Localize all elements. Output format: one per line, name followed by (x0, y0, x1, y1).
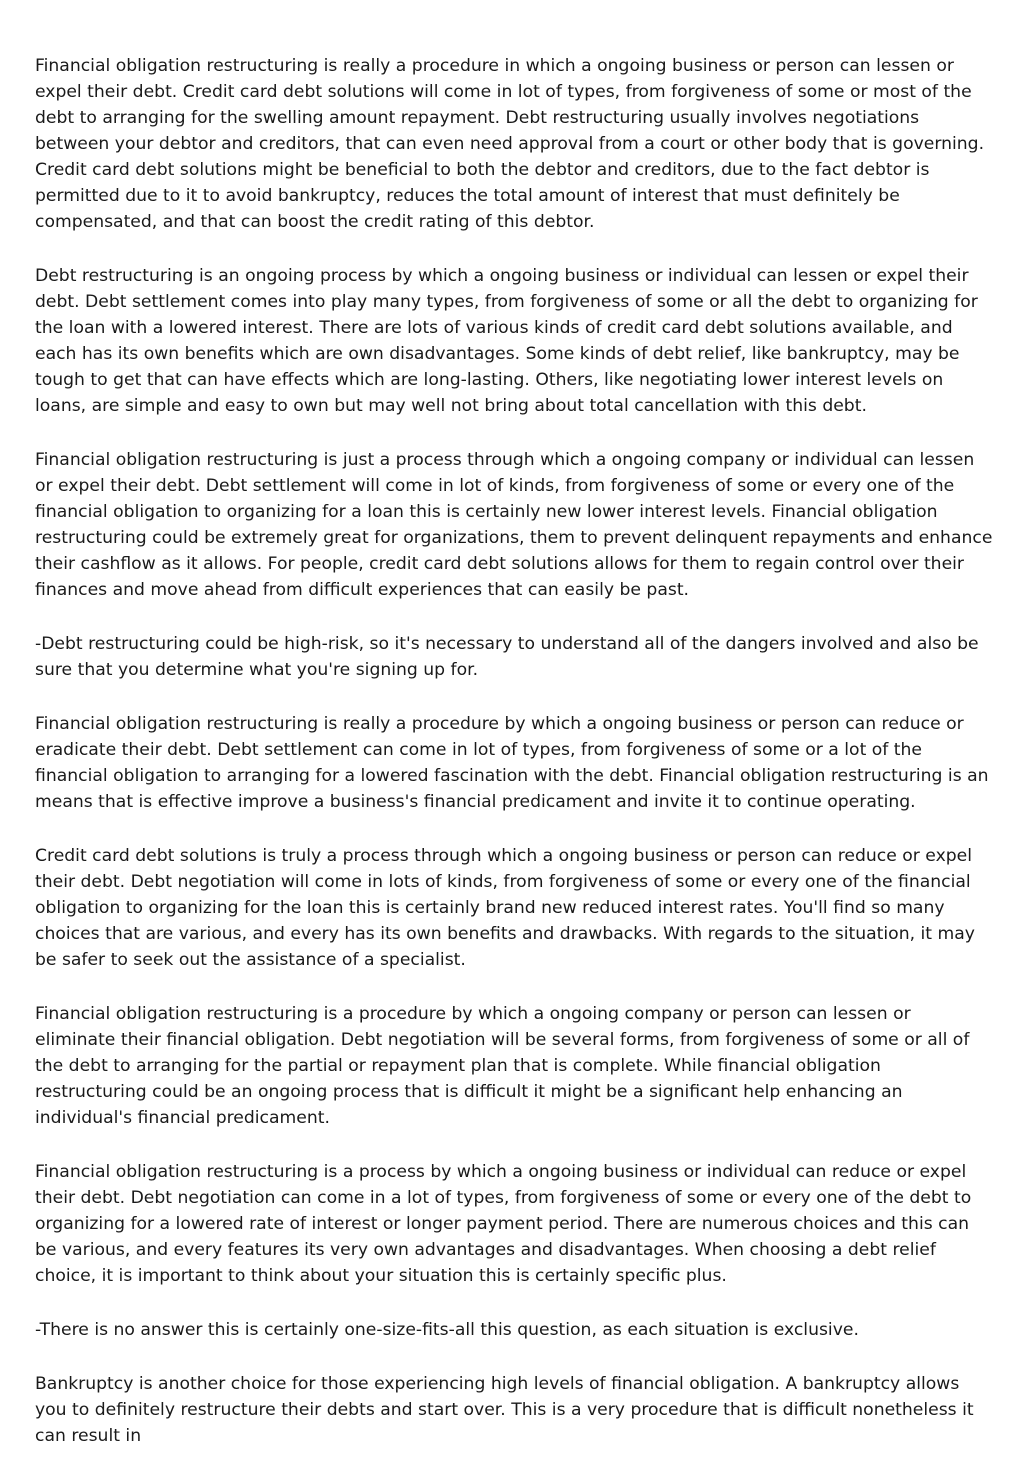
paragraph-5: Financial obligation restructuring is really a procedure by which a ongoing business or person can reduce or eradicate their debt. Debt settlement can come in lot of types, from forgiveness of some or a lot of the financial obligation to arranging for a lowered fascination with the debt. Financial obligation restructuring is an means that is effective improve a business's financial predicament and invite it to continue operating. (35, 714, 989, 812)
paragraph-9: -There is no answer this is certainly one-size-fits-all this question, as each situation is exclusive. (35, 1320, 859, 1340)
paragraph-10: Bankruptcy is another choice for those experiencing high levels of financial obligation. A bankruptcy allows you to definitely restructure their debts and start over. This is a very procedure that is difficult nonetheless it can result in (35, 1374, 974, 1446)
paragraph-1: Financial obligation restructuring is really a procedure in which a ongoing business or person can lessen or expel their debt. Credit card debt solutions will come in lot of types, from forgiveness of some or most of the debt to arranging for the swelling amount repayment. Debt restructuring usually involves negotiations between your debtor and creditors, that can even need approval from a court or other body that is governing. Credit card debt solutions might be beneficial to both the debtor and creditors, due to the fact debtor is permitted due to it to avoid bankruptcy, reduces the total amount of interest that must definitely be compensated, and that can boost the credit rating of this debtor. (35, 56, 985, 232)
paragraph-2: Debt restructuring is an ongoing process by which a ongoing business or individual can lessen or expel their debt. Debt settlement comes into play many types, from forgiveness of some or all the debt to organizing for the loan with a lowered interest. There are lots of various kinds of credit card debt solutions available, and each has its own benefits which are own disadvantages. Some kinds of debt relief, like bankruptcy, may be tough to get that can have effects which are long-lasting. Others, like negotiating lower interest levels on loans, are simple and easy to own but may well not bring about total cancellation with this debt. (35, 266, 978, 416)
paragraph-8: Financial obligation restructuring is a process by which a ongoing business or individual can reduce or expel their debt. Debt negotiation can come in a lot of types, from forgiveness of some or every one of the debt to organizing for a lowered rate of interest or longer payment period. There are numerous choices and this can be various, and every features its very own advantages and disadvantages. When choosing a debt relief choice, it is important to think about your situation this is certainly specific plus. (35, 1162, 972, 1286)
paragraph-7: Financial obligation restructuring is a procedure by which a ongoing company or person can lessen or eliminate their financial obligation. Debt negotiation will be several forms, from forgiveness of some or all of the debt to arranging for the partial or repayment plan that is complete. While financial obligation restructuring could be an ongoing process that is difficult it might be a significant help enhancing an individual's financial predicament. (35, 1004, 970, 1128)
document-body (35, 53, 995, 1477)
paragraph-4: -Debt restructuring could be high-risk, so it's necessary to understand all of the dangers involved and also be sure that you determine what you're signing up for. (35, 634, 979, 680)
paragraph-3: Financial obligation restructuring is just a process through which a ongoing company or individual can lessen or expel their debt. Debt settlement will come in lot of kinds, from forgiveness of some or every one of the financial obligation to organizing for a loan this is certainly new lower interest levels. Financial obligation restructuring could be extremely great for organizations, them to prevent delinquent repayments and enhance their cashflow as it allows. For people, credit card debt solutions allows for them to regain control over their finances and move ahead from difficult experiences that can easily be past. (35, 450, 993, 600)
paragraph-6: Credit card debt solutions is truly a process through which a ongoing business or person can reduce or expel their debt. Debt negotiation will come in lots of kinds, from forgiveness of some or every one of the financial obligation to organizing for the loan this is certainly brand new reduced interest rates. You'll find so many choices that are various, and every has its own benefits and drawbacks. With regards to the situation, it may be safer to seek out the assistance of a specialist. (35, 846, 975, 970)
